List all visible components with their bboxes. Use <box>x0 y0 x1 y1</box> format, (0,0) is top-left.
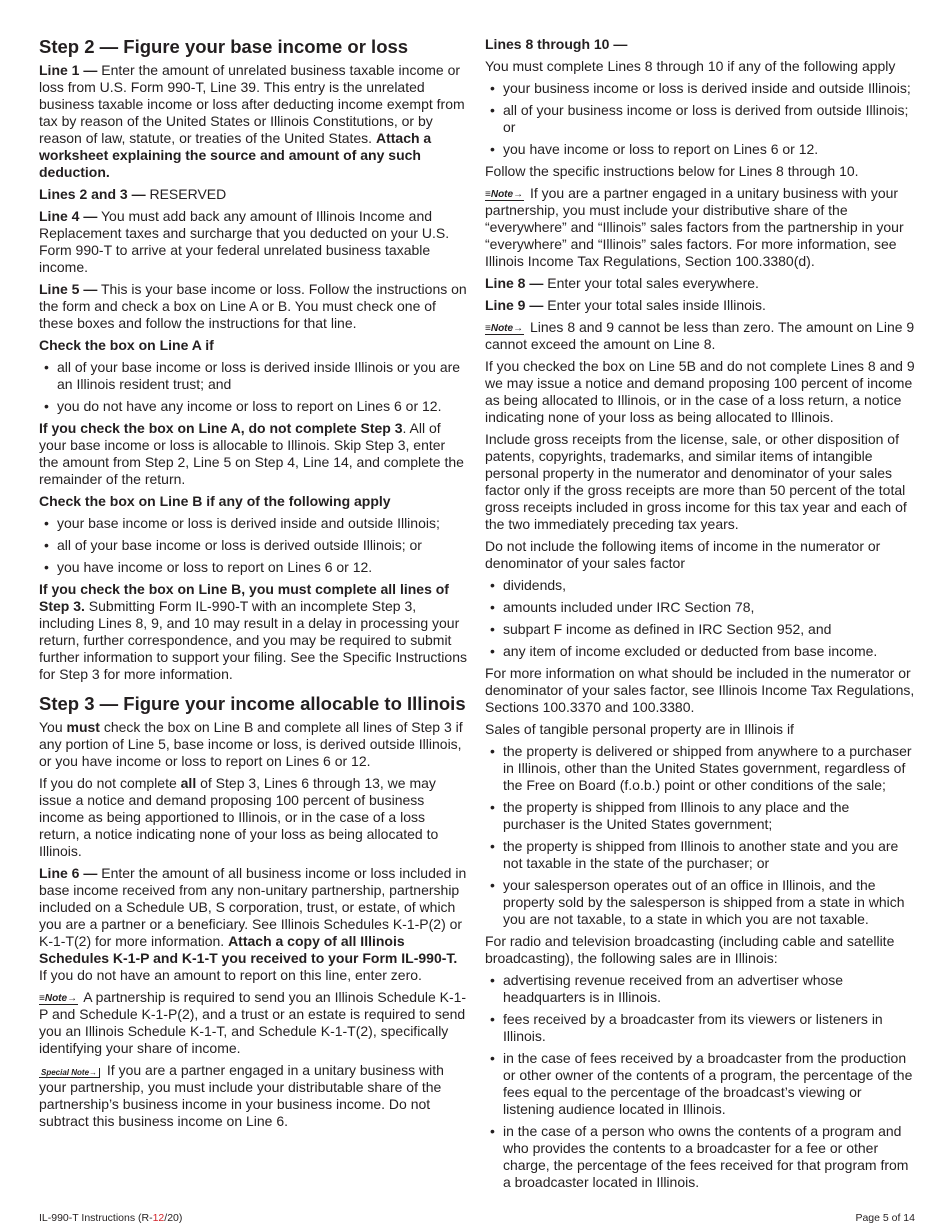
list-item: • advertising revenue received from an advertiser whose headquarters is in Illinois. <box>485 972 915 1006</box>
list-item: • your base income or loss is derived inside and outside Illinois; <box>39 515 467 532</box>
note-paragraph-3: ≡Note→ Lines 8 and 9 cannot be less than zero. The amount on Line 9 cannot exceed the amount on Line 8. <box>485 319 915 352</box>
left-column <box>39 36 467 1135</box>
list-item: • all of your base income or loss is derived inside Illinois or you are an Illinois resident trust; and <box>39 359 467 393</box>
tangible-paragraph: Sales of tangible personal property are in Illinois if <box>485 721 794 737</box>
right-column <box>485 36 915 1196</box>
do-not-include-list <box>485 577 915 660</box>
note-paragraph-2: ≡Note→ If you are a partner engaged in a unitary business with your partnership, you must include your distributive share of the “everywhere” and “Illinois” sales factors from the partnership in your “everywhere” and “Illinois” sales factors. For more information, see Illinois Income Tax Regulations, Section 100.3380(d). <box>485 185 904 269</box>
list-item: • your business income or loss is derived inside and outside Illinois; <box>485 80 915 97</box>
gross-receipts-paragraph: Include gross receipts from the license, sale, or other disposition of patents, copyrights, trademarks, and similar items of intangible personal property in the numerator and denominator of your sales factor only if the gross receipts are more than 50 percent of the total gross receipts included in gross income for this tax year and each of the two immediately preceding tax years. <box>485 431 907 532</box>
follow-paragraph: Follow the specific instructions below for Lines 8 through 10. <box>485 163 859 179</box>
check-b-list <box>39 515 467 576</box>
more-info-paragraph: For more information on what should be included in the numerator or denominator of your sales factor, see Illinois Income Tax Regulations, Sections 100.3370 and 100.3380. <box>485 665 915 715</box>
list-item: • subpart F income as defined in IRC Section 952, and <box>485 621 915 638</box>
do-not-include-paragraph: Do not include the following items of income in the numerator or denominator of your sales factor <box>485 538 881 571</box>
step3-paragraph-1: You must check the box on Line B and complete all lines of Step 3 if any portion of Line 5, base income or loss, is derived outside Illinois, or you have income or loss to report on Lines 6 or 12. <box>39 719 463 769</box>
lines8-10-heading: Lines 8 through 10 — <box>485 36 628 52</box>
note-icon: ≡Note→ <box>485 323 524 334</box>
check-b-heading: Check the box on Line B if any of the following apply <box>39 493 391 509</box>
list-item: • you do not have any income or loss to report on Lines 6 or 12. <box>39 398 467 415</box>
check-a-list <box>39 359 467 415</box>
tangible-list <box>485 743 915 928</box>
list-item: • you have income or loss to report on Lines 6 or 12. <box>485 141 915 158</box>
line5-paragraph: Line 5 — This is your base income or loss. Follow the instructions on the form and check a box on Line A or B. You must check one of these boxes and follow the instructions for that line. <box>39 281 467 331</box>
lines2-3-paragraph: Lines 2 and 3 — RESERVED <box>39 186 227 202</box>
line8-paragraph: Line 8 — Enter your total sales everywhere. <box>485 275 759 291</box>
line4-paragraph: Line 4 — You must add back any amount of Illinois Income and Replacement taxes and surcharge that you deducted on your U.S. Form 990-T to arrive at your federal unrelated business taxable income. <box>39 208 450 275</box>
list-item: • any item of income excluded or deducted from base income. <box>485 643 915 660</box>
list-item: • the property is shipped from Illinois to another state and you are not taxable in the state of the purchaser; or <box>485 838 915 872</box>
step3-heading: Step 3 — Figure your income allocable to Illinois <box>39 693 466 714</box>
step2-heading: Step 2 — Figure your base income or loss <box>39 36 409 57</box>
page-number: Page 5 of 14 <box>855 1212 915 1224</box>
radio-tv-list <box>485 972 915 1191</box>
line6-paragraph: Line 6 — Enter the amount of all business income or loss included in base income received from any non-unitary partnership, partnership included on a Schedule UB, S corporation, trust, or estate, of which you are a partner or a beneficiary. See Illinois Schedules K-1-P(2) or K-1-T(2) for more information. Attach a copy of all Illinois Schedules K-1-P and K-1-T you received to your Form IL-990-T. If you do not have an amount to report on this line, enter zero. <box>39 865 467 983</box>
list-item: • dividends, <box>485 577 915 594</box>
list-item: • fees received by a broadcaster from its viewers or listeners in Illinois. <box>485 1011 915 1045</box>
line-b-paragraph: If you check the box on Line B, you must complete all lines of Step 3. Submitting Form IL-990-T with an incomplete Step 3, including Lines 8, 9, and 10 may result in a delay in processing your return, further correspondence, and you may be required to submit further information to support your filing. See the Specific Instructions for Step 3 for more information. <box>39 581 467 682</box>
note-paragraph-1: ≡Note→ A partnership is required to send you an Illinois Schedule K-1-P and Schedule K-1-P(2), and a trust or an estate is required to send you an Illinois Schedule K-1-T, and Schedule K-1-T(2), specifically identifying your share of income. <box>39 989 467 1056</box>
line5b-paragraph: If you checked the box on Line 5B and do not complete Lines 8 and 9 we may issue a notice and demand proposing 100 percent of income as being allocated to Illinois, or in the case of a loss return, a notice indicating none of your loss as being allocated to Illinois. <box>485 358 915 425</box>
list-item: • all of your base income or loss is derived outside Illinois; or <box>39 537 467 554</box>
footer-form-id: IL-990-T Instructions (R-12/20) <box>39 1212 183 1224</box>
list-item: • the property is shipped from Illinois to any place and the purchaser is the United States government; <box>485 799 915 833</box>
check-a-heading: Check the box on Line A if <box>39 337 214 353</box>
special-note-paragraph: Special Note→ If you are a partner engaged in a unitary business with your partnership, you must include your distributable share of the partnership’s business income in your business income. Do not subtract this business income on Line 6. <box>39 1062 444 1129</box>
list-item: • amounts included under IRC Section 78, <box>485 599 915 616</box>
lines8-10-list <box>485 80 915 158</box>
line-a-paragraph: If you check the box on Line A, do not complete Step 3. All of your base income or loss is allocable to Illinois. Skip Step 3, enter the amount from Step 2, Line 5 on Step 4, Line 14, and complete the remainder of the return. <box>39 420 464 487</box>
list-item: • your salesperson operates out of an office in Illinois, and the property sold by the salesperson is shipped from a state in which you are not taxable, to a state in which you are not taxable. <box>485 877 915 928</box>
list-item: • in the case of a person who owns the contents of a program and who provides the contents to a broadcaster for a fee or other charge, the percentage of the fees received for that program from a broadcaster located in Illinois. <box>485 1123 915 1191</box>
radio-tv-paragraph: For radio and television broadcasting (including cable and satellite broadcasting), the following sales are in Illinois: <box>485 933 895 966</box>
note-icon: ≡Note→ <box>485 189 524 200</box>
special-note-icon: Special Note→ <box>39 1068 100 1078</box>
list-item: • the property is delivered or shipped from anywhere to a purchaser in Illinois, other than the United States government, regardless of the Free on Board (f.o.b.) point or other conditions of the sale; <box>485 743 915 794</box>
list-item: • all of your business income or loss is derived from outside Illinois; or <box>485 102 915 136</box>
list-item: • in the case of fees received by a broadcaster from the production or other owner of the contents of a program, the percentage of the fees equal to the percentage of the broadcast’s viewing or listening audience located in Illinois. <box>485 1050 915 1118</box>
note-icon: ≡Note→ <box>39 993 78 1004</box>
list-item: • you have income or loss to report on Lines 6 or 12. <box>39 559 467 576</box>
step3-paragraph-2: If you do not complete all of Step 3, Lines 6 through 13, we may issue a notice and demand proposing 100 percent of business income as being apportioned to Illinois, or in the case of a loss return, a notice indicating none of your loss as being allocated to Illinois. <box>39 775 439 859</box>
line1-paragraph: Line 1 — Enter the amount of unrelated business taxable income or loss from U.S. Form 990-T, Line 39. This entry is the unrelated business taxable income or loss after deducting income exempt from tax by reason of the United States or Illinois Constitutions, or by reason of law, statute, or treaties of the United States. Attach a worksheet explaining the source and amount of any such deduction. <box>39 62 465 180</box>
lines8-10-intro: You must complete Lines 8 through 10 if any of the following apply <box>485 58 896 74</box>
line9-paragraph: Line 9 — Enter your total sales inside Illinois. <box>485 297 766 313</box>
